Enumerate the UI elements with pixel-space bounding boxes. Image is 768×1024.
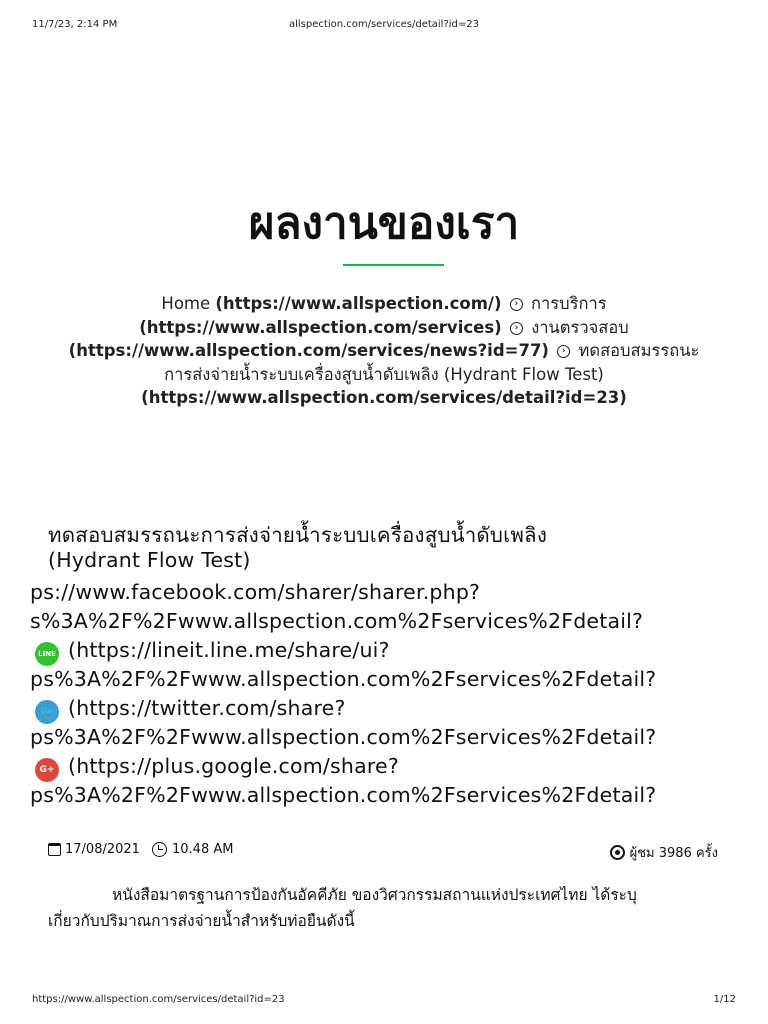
share-google-link[interactable]: (https://plus.google.com/share?: [68, 754, 399, 778]
post-date-text: 17/08/2021: [65, 842, 140, 857]
share-twitter-param[interactable]: ps%3A%2F%2Fwww.allspection.com%2Fservices%2Fdetail?: [30, 725, 657, 749]
breadcrumb-news[interactable]: งานตรวจสอบ: [531, 317, 629, 337]
page-title: ผลงานของเรา: [248, 198, 520, 249]
line-icon[interactable]: LINE: [35, 642, 59, 666]
view-count: [610, 842, 718, 863]
google-plus-icon[interactable]: G+: [35, 758, 59, 782]
post-time-text: 10.48 AM: [172, 842, 234, 857]
article-meta: [48, 842, 718, 860]
arrow-circle-right-icon: ›: [557, 345, 570, 358]
post-date: [48, 842, 140, 857]
article-title-line1: ทดสอบสมรรถนะการส่งจ่ายน้ำระบบเครื่องสูบน้ำดับเพลิง: [48, 523, 548, 547]
share-google-param[interactable]: ps%3A%2F%2Fwww.allspection.com%2Fservices%2Fdetail?: [30, 783, 657, 807]
arrow-circle-right-icon: ›: [510, 322, 523, 335]
print-url: allspection.com/services/detail?id=23: [289, 19, 479, 30]
body-paragraph-line2: เกี่ยวกับปริมาณการส่งจ่ายน้ำสำหรับท่อยืนดังนี้: [48, 912, 355, 930]
breadcrumb-current-url: (https://www.allspection.com/services/detail?id=23): [141, 388, 627, 407]
article-body: [48, 882, 728, 934]
article-title-line2: (Hydrant Flow Test): [48, 548, 251, 572]
calendar-icon: [48, 843, 61, 856]
print-footer: [0, 994, 768, 1008]
share-line-link[interactable]: (https://lineit.line.me/share/ui?: [68, 638, 390, 662]
view-count-text: ผู้ชม 3986 ครั้ง: [629, 846, 718, 861]
share-facebook-link[interactable]: ps://www.facebook.com/sharer/sharer.php?: [30, 580, 481, 604]
breadcrumb-services[interactable]: การบริการ: [531, 294, 607, 313]
target-icon: [610, 845, 625, 860]
breadcrumb-home-url[interactable]: (https://www.allspection.com/): [215, 294, 502, 313]
breadcrumb-services-url[interactable]: (https://www.allspection.com/services): [139, 317, 502, 337]
arrow-circle-right-icon: ›: [510, 298, 523, 311]
breadcrumb-current: ทดสอบสมรรถนะการส่งจ่ายน้ำระบบเครื่องสูบน้ำดับเพลิง (Hydrant Flow Test): [164, 341, 700, 384]
clock-icon: [152, 842, 167, 857]
page-number: 1/12: [713, 994, 736, 1005]
breadcrumb-news-url[interactable]: (https://www.allspection.com/services/news?id=77): [68, 341, 549, 360]
breadcrumb-home[interactable]: Home: [161, 294, 211, 313]
footer-url: https://www.allspection.com/services/detail?id=23: [32, 994, 285, 1005]
share-line-param[interactable]: ps%3A%2F%2Fwww.allspection.com%2Fservices%2Fdetail?: [30, 667, 657, 691]
body-paragraph-line1: หนังสือมาตรฐานการป้องกันอัคคีภัย ของวิศวกรรมสถานแห่งประเทศไทย ได้ระบุ: [112, 886, 637, 904]
share-twitter-link[interactable]: (https://twitter.com/share?: [68, 696, 346, 720]
post-time: [152, 842, 233, 857]
print-datetime: 11/7/23, 2:14 PM: [32, 19, 118, 30]
share-facebook-param[interactable]: s%3A%2F%2Fwww.allspection.com%2Fservices%2Fdetail?: [30, 609, 644, 633]
twitter-icon[interactable]: 🐦: [35, 700, 59, 724]
